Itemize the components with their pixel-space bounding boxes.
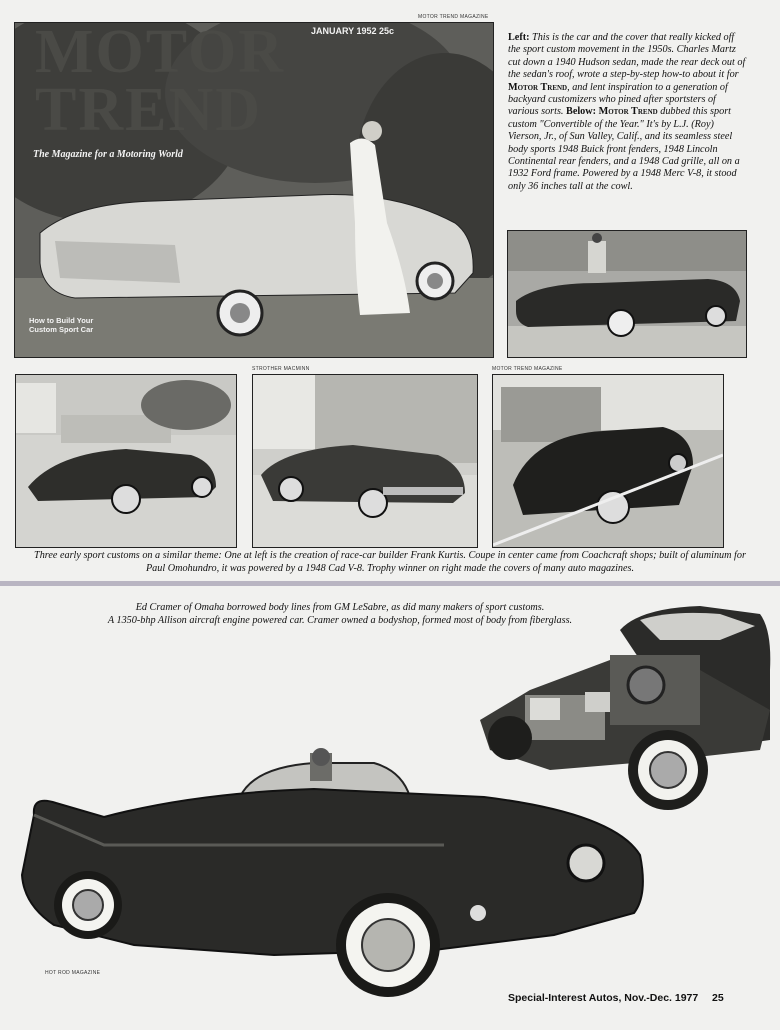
- trophy-winner-photo: [492, 374, 724, 548]
- magazine-name: Motor Trend: [598, 106, 658, 118]
- cover-issue-date: JANUARY 1952 25c: [311, 26, 395, 36]
- caption-text: This is the car and the cover that really kicked off the sport custom movement in the 1950s. Charles Martz cut down a 1940 Hudson sedan, made the rear deck out of the sedan's roof, wrote a step-by-step how-to about it for: [508, 32, 746, 81]
- omohundro-coupe-photo: [252, 374, 478, 548]
- cover-tagline: The Magazine for a Motoring World: [33, 149, 183, 160]
- three-cars-caption: Three early sport customs on a similar theme: One at left is the creation of race-car builder Frank Kurtis. Coupe in center came from Coachcraft shops; built of aluminum for Paul Omohundro, it was powered by a 1948 Cad V-8. Trophy winner on right made the covers of many auto magazines.: [34, 550, 746, 574]
- section-divider: [0, 581, 780, 586]
- caption-text: , and lent inspiration to a generation of backyard customizers who pined after sportsters of various sorts.: [508, 81, 728, 118]
- caption-label: Below:: [566, 106, 597, 118]
- cover-line: Custom Sport Car: [29, 325, 94, 334]
- masthead: MOTOR TREND: [35, 22, 285, 144]
- photo-credit-center: STROTHER MACMINN: [252, 366, 310, 372]
- vierson-convertible-photo: [507, 230, 747, 358]
- cover-lines: [29, 316, 93, 334]
- kurtis-car-photo: [15, 374, 237, 548]
- cover-photo: [14, 22, 494, 358]
- photo-credit-right: MOTOR TREND MAGAZINE: [492, 366, 563, 372]
- caption-text: dubbed this sport custom "Convertible of the Year." It's by L.J. (Roy) Vierson, Jr., of Sun Valley, Calif., and its seamless steel body sports 1948 Buick front fenders, 1948 Lincoln Continental rear fenders, and a 1948 Cad grille, all on a 1932 Ford frame. Powered by a 1948 Merc V-8, it stood only 36 inches tall at the cowl.: [508, 106, 740, 192]
- caption-line: Ed Cramer of Omaha borrowed body lines from GM LeSabre, as did many makers of sport customs.: [135, 602, 545, 613]
- photo-credit-bottom: HOT ROD MAGAZINE: [45, 970, 101, 976]
- sidebar-caption: [508, 32, 748, 193]
- photo-credit-cover: MOTOR TREND MAGAZINE: [418, 14, 489, 20]
- caption-label: Left:: [508, 32, 530, 43]
- caption-line: A 1350-bhp Allison aircraft engine powered car. Cramer owned a bodyshop, formed most of body from fiberglass.: [107, 614, 573, 626]
- magazine-name: Motor Trend: [508, 81, 568, 93]
- cover-line: How to Build Your: [29, 316, 94, 325]
- cramer-car-photo: [14, 745, 654, 1007]
- footer-publication: Special-Interest Autos, Nov.-Dec. 1977: [508, 992, 699, 1004]
- page-number: 25: [712, 992, 724, 1004]
